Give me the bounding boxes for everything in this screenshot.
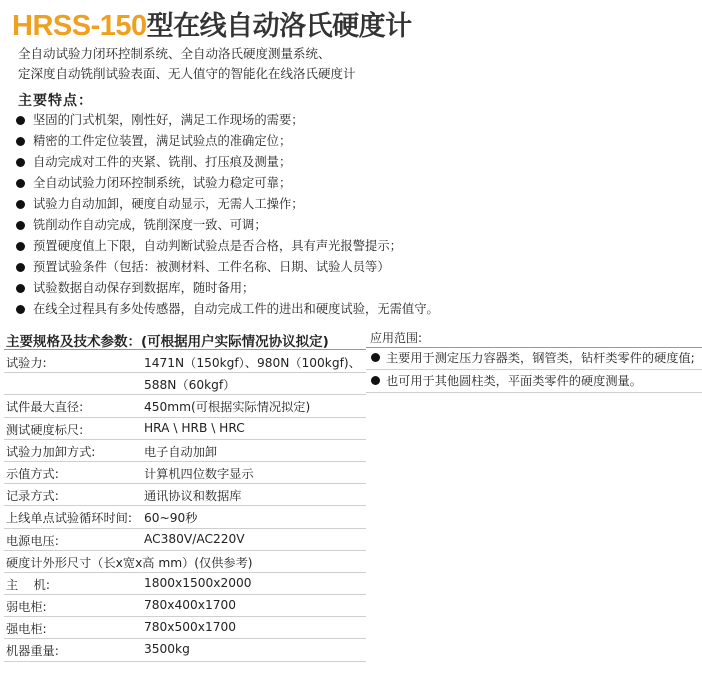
feature-text: 铣削动作自动完成，铣削深度一致、可调； (33, 218, 267, 232)
application-text: 主要用于测定压力容器类，钢管类，钻杆类零件的硬度值; (386, 351, 695, 365)
spec-label: 上线单点试验循环时间: (6, 511, 132, 526)
page-title (12, 4, 412, 42)
feature-text: 坚固的门式机架，刚性好，满足工作现场的需要； (33, 113, 304, 127)
feature-item (14, 299, 439, 320)
intro-line: 全自动试验力闭环控制系统、全自动洛氏硬度测量系统、 (18, 46, 331, 61)
feature-item (14, 110, 439, 131)
spec-label: 弱电柜: (6, 600, 47, 615)
spec-value: 780x500x1700 (144, 620, 236, 635)
spec-value: 3500kg (144, 642, 190, 657)
product-name: 型在线自动洛氏硬度计 (146, 11, 412, 42)
spec-value: 60~90秒 (144, 511, 198, 526)
feature-text: 试验数据自动保存到数据库，随时备用； (33, 281, 255, 295)
spec-label: 测试硬度标尺: (6, 422, 84, 437)
bullet-icon (16, 284, 25, 293)
spec-row (4, 551, 366, 573)
spec-value: 588N（60kgf） (144, 378, 236, 393)
spec-value: 450mm(可根据实际情况拟定) (144, 400, 311, 415)
spec-row (4, 617, 366, 639)
spec-row (4, 639, 366, 661)
feature-item (14, 173, 439, 194)
divider (4, 349, 366, 350)
spec-row (4, 573, 366, 595)
bullet-icon (16, 179, 25, 188)
bullet-icon (16, 137, 25, 146)
feature-text: 试验力自动加卸，硬度自动显示，无需人工操作； (33, 197, 304, 211)
specs-table (4, 351, 366, 662)
application-text: 也可用于其他圆柱类，平面类零件的硬度测量。 (386, 374, 642, 388)
spec-row (4, 395, 366, 417)
feature-item (14, 215, 439, 236)
application-list (366, 347, 702, 393)
spec-label: 试验力加卸方式: (6, 444, 96, 459)
spec-row (4, 440, 366, 462)
application-heading: 应用范围: (370, 331, 423, 345)
bullet-icon (371, 376, 380, 385)
model-number: HRSS-150 (12, 10, 147, 42)
bullet-icon (16, 242, 25, 251)
spec-label: 强电柜: (6, 622, 47, 637)
feature-item (14, 131, 439, 152)
feature-item (14, 236, 439, 257)
feature-item (14, 194, 439, 215)
spec-label: 电源电压: (6, 533, 59, 548)
spec-row (4, 506, 366, 528)
spec-value: 电子自动加卸 (144, 444, 218, 459)
feature-text: 预置硬度值上下限，自动判断试验点是否合格，具有声光报警提示； (33, 239, 402, 253)
spec-row (4, 351, 366, 373)
feature-text: 预置试验条件（包括：被测材料、工件名称、日期、试验人员等） (33, 260, 390, 274)
intro-text (18, 44, 356, 84)
bullet-icon (16, 221, 25, 230)
application-item (366, 347, 702, 370)
application-item (366, 370, 702, 393)
spec-label: 试验力: (6, 356, 47, 370)
feature-text: 全自动试验力闭环控制系统，试验力稳定可靠； (33, 176, 292, 190)
spec-label: 示值方式: (6, 466, 59, 481)
bullet-icon (16, 158, 25, 167)
spec-value: 计算机四位数字显示 (144, 466, 254, 481)
feature-item (14, 278, 439, 299)
spec-row (4, 484, 366, 506)
spec-row (4, 373, 366, 395)
feature-text: 在线全过程具有多处传感器，自动完成工件的进出和硬度试验，无需值守。 (33, 302, 439, 316)
feature-text: 精密的工件定位装置，满足试验点的准确定位； (33, 134, 292, 148)
features-heading: 主要特点： (18, 93, 93, 109)
spec-label: 机器重量: (6, 644, 59, 659)
feature-item (14, 152, 439, 173)
spec-row (4, 418, 366, 440)
bullet-icon (371, 353, 380, 362)
spec-value: AC380V/AC220V (144, 531, 245, 546)
spec-row (4, 595, 366, 617)
feature-text: 自动完成对工件的夹紧、铣削、打压痕及测量； (33, 155, 292, 169)
specs-heading: 主要规格及技术参数：(可根据用户实际情况协议拟定) (6, 334, 329, 350)
spec-label: 试件最大直径: (6, 400, 84, 415)
spec-row (4, 462, 366, 484)
spec-label: 主 机: (6, 577, 50, 592)
bullet-icon (16, 200, 25, 209)
spec-value: 780x400x1700 (144, 598, 236, 613)
bullet-icon (16, 116, 25, 125)
spec-value: HRA \ HRB \ HRC (144, 420, 245, 435)
spec-row (4, 529, 366, 551)
features-list (14, 110, 439, 320)
spec-label: 硬度计外形尺寸（长x宽x高 mm）(仅供参考) (6, 555, 253, 570)
spec-value: 1800x1500x2000 (144, 575, 252, 590)
spec-label: 记录方式: (6, 489, 59, 504)
spec-value: 通讯协议和数据库 (144, 489, 242, 504)
feature-item (14, 257, 439, 278)
spec-value: 1471N（150kgf）、980N（100kgf)、 (144, 356, 361, 370)
intro-line: 定深度自动铣削试验表面、无人值守的智能化在线洛氏硬度计 (18, 66, 356, 81)
bullet-icon (16, 263, 25, 272)
bullet-icon (16, 305, 25, 314)
